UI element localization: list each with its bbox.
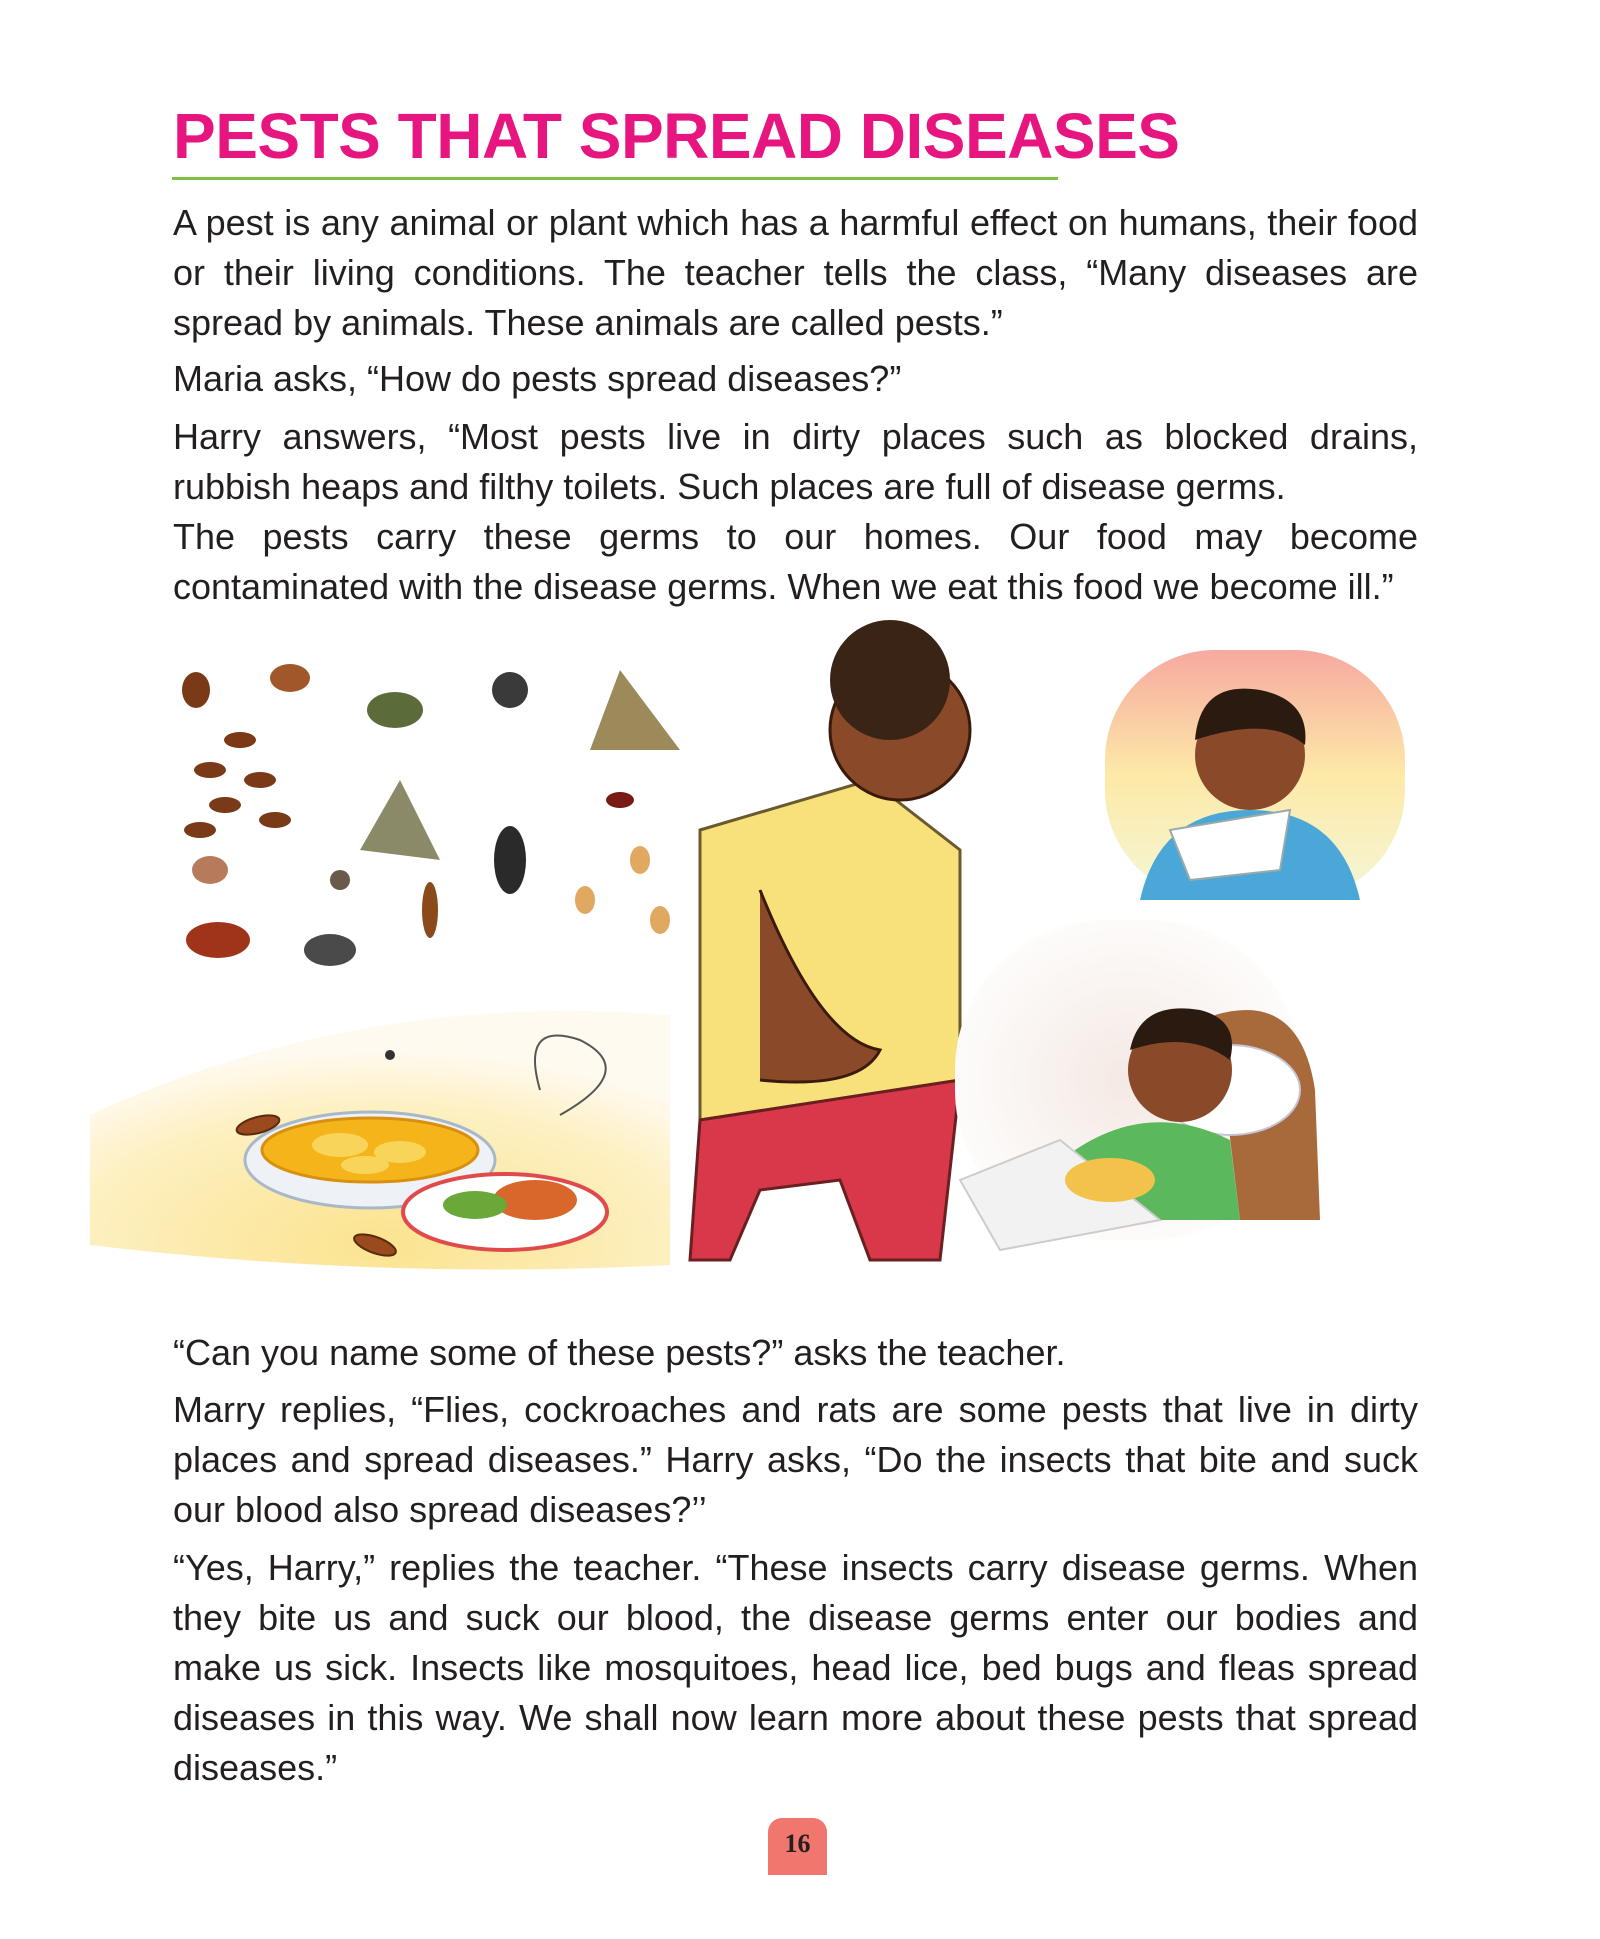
paragraph-harry-answer-continued: The pests carry these germs to our homes. Our food may become contaminated with the disease germs. When we eat this food we become ill.”	[173, 516, 1418, 607]
boy-sneezing-scene	[1105, 650, 1405, 900]
cockroach-icon	[186, 922, 250, 958]
page-title: PESTS THAT SPREAD DISEASES	[173, 100, 1180, 172]
earwig-icon	[422, 882, 438, 938]
ant-icon	[606, 792, 634, 808]
paragraph-marry-reply: Marry replies, “Flies, cockroaches and rats are some pests that live in dirty places and spread diseases.” Harry asks, “Do the insects that bite and suck our blood also spread diseases?’’	[173, 1389, 1418, 1530]
moth-icon	[360, 780, 440, 860]
paragraph-teacher-explanation: “Yes, Harry,” replies the teacher. “These insects carry disease germs. When they bite us and suck our blood, the disease germs enter our bodies and make us sick. Insects like mosquitoes, head lice, bed bugs and fleas spread diseases in this way. We shall now learn more about these pests that spread diseases.”	[173, 1547, 1418, 1788]
paragraph-harry-answer: Harry answers, “Most pests live in dirty places such as blocked drains, rubbish heaps and filthy toilets. Such places are full of disease germs.	[173, 416, 1418, 507]
page-number: 16	[768, 1818, 827, 1875]
flea-icon	[270, 664, 310, 692]
spider-icon	[492, 672, 528, 708]
pests-illustration	[0, 620, 1600, 1320]
paragraph-teacher-question: “Can you name some of these pests?” asks the teacher.	[173, 1332, 1066, 1373]
scorpion-icon	[494, 826, 526, 894]
title-underline	[172, 177, 1058, 180]
louse-icon	[192, 856, 228, 884]
fly-icon	[385, 1050, 395, 1060]
blowfly-icon	[304, 934, 356, 966]
housefly-icon	[367, 692, 423, 728]
food-with-pests-scene	[90, 1011, 670, 1270]
pests-collage	[182, 664, 680, 966]
boy-sick-in-bed-scene	[955, 920, 1320, 1250]
termite-icon	[575, 886, 595, 914]
bed-bug-icon	[182, 672, 210, 708]
paragraph-maria-question: Maria asks, “How do pests spread diseases?”	[173, 358, 902, 399]
paragraph-pest-definition: A pest is any animal or plant which has a harmful effect on humans, their food or their living conditions. The teacher tells the class, “Many diseases are spread by animals. These animals are called pests.”	[173, 202, 1418, 343]
moth-icon	[590, 670, 680, 750]
boy-with-stomach-ache	[690, 620, 970, 1260]
spider-icon	[330, 870, 350, 890]
